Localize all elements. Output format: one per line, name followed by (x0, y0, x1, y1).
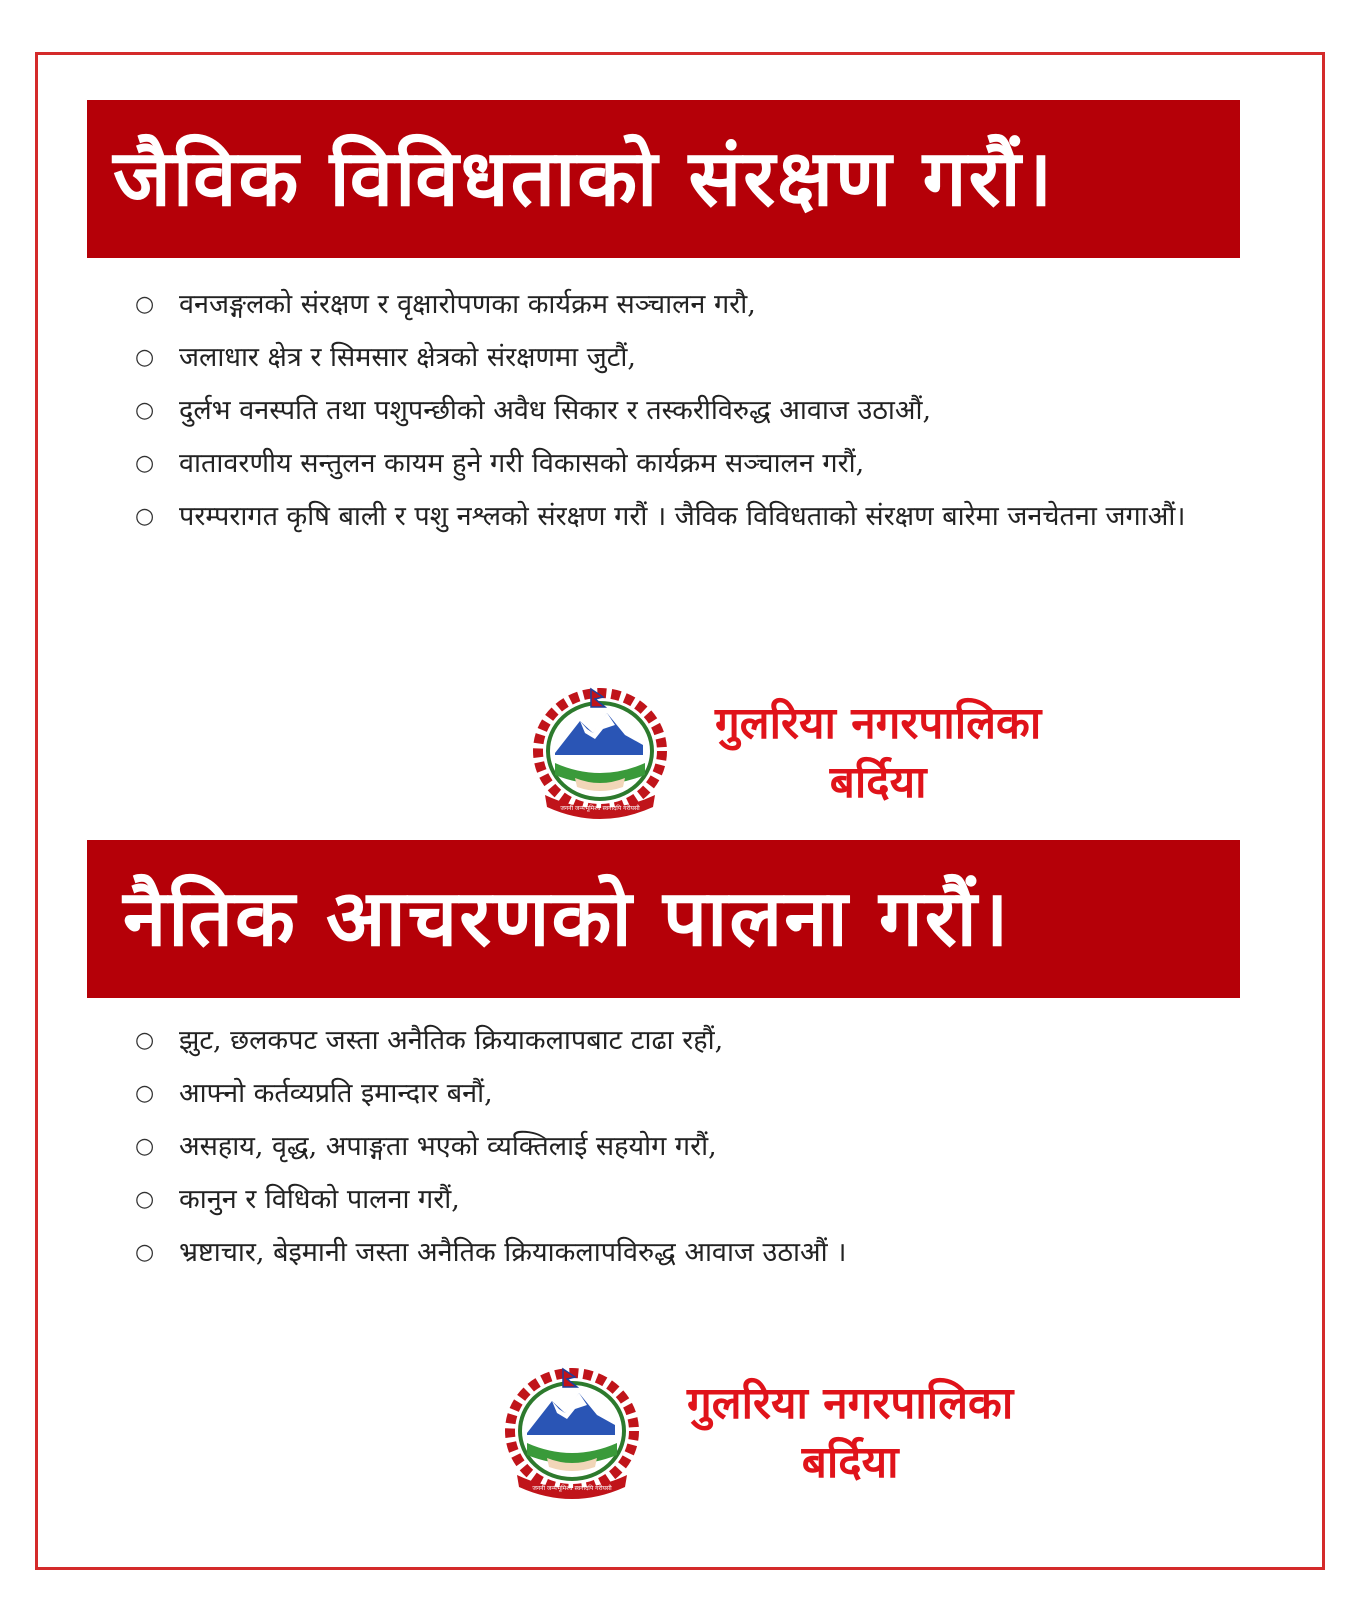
section2-list (135, 1014, 1195, 1279)
list-item: ○ असहाय, वृद्ध, अपाङ्गता भएको व्यक्तिलाई सहयोग गरौं, (135, 1120, 1195, 1173)
nepal-emblem-icon (525, 683, 675, 823)
bullet-icon: ○ (135, 1187, 155, 1212)
org-block-bottom (497, 1363, 1013, 1503)
section2-banner (87, 840, 1240, 998)
svg-text:जननी जन्मभूमिश्च स्वर्गादपि गर: जननी जन्मभूमिश्च स्वर्गादपि गरीयसी (532, 1485, 612, 1492)
org-district: बर्दिया (829, 757, 927, 808)
bullet-icon: ○ (135, 345, 155, 370)
org-name-block (687, 1374, 1013, 1492)
bullet-icon: ○ (135, 504, 155, 529)
svg-text:जननी जन्मभूमिश्च स्वर्गादपि गर: जननी जन्मभूमिश्च स्वर्गादपि गरीयसी (560, 805, 640, 812)
bullet-icon: ○ (135, 1081, 155, 1106)
bullet-icon: ○ (135, 1134, 155, 1159)
list-item: ○ वातावरणीय सन्तुलन कायम हुने गरी विकासको कार्यक्रम सञ्चालन गरौं, (135, 437, 869, 490)
list-item: ○ आफ्नो कर्तव्यप्रति इमान्दार बनौं, (135, 1067, 1195, 1120)
org-name-block (715, 694, 1041, 812)
bullet-icon: ○ (135, 1028, 155, 1053)
section1-list (135, 278, 1195, 543)
list-item: ○ दुर्लभ वनस्पति तथा पशुपन्छीको अवैध सिकार र तस्करीविरुद्ध आवाज उठाऔं, (135, 384, 1009, 437)
bullet-icon: ○ (135, 451, 155, 476)
org-name: गुलरिया नगरपालिका (687, 1378, 1014, 1429)
org-name: गुलरिया नगरपालिका (715, 698, 1042, 749)
list-item: ○ वनजङ्गलको संरक्षण र वृक्षारोपणका कार्यक्रम सञ्चालन गरौ, (135, 278, 1195, 331)
bullet-icon: ○ (135, 292, 155, 317)
list-item: ○ भ्रष्टाचार, बेइमानी जस्ता अनैतिक क्रियाकलापविरुद्ध आवाज उठाऔं । (135, 1226, 1195, 1279)
list-item: ○ कानुन र विधिको पालना गरौं, (135, 1173, 1195, 1226)
section1-banner (87, 100, 1240, 258)
bullet-icon: ○ (135, 398, 155, 423)
list-item: ○ परम्परागत कृषि बाली र पशु नश्लको संरक्षण गरौं । जैविक विविधताको संरक्षण बारेमा जनचेतना जगाऔं। (135, 490, 1195, 543)
section2-heading: नैतिक आचरणको पालना गरौं। (123, 874, 1011, 964)
bullet-icon: ○ (135, 1240, 155, 1265)
org-district: बर्दिया (801, 1437, 899, 1488)
list-item: ○ झुट, छलकपट जस्ता अनैतिक क्रियाकलापबाट टाढा रहौं, (135, 1014, 1195, 1067)
nepal-emblem-icon (497, 1363, 647, 1503)
org-block-top (525, 683, 1041, 823)
section1-heading: जैविक विविधताको संरक्षण गरौं। (113, 134, 1055, 224)
list-item: ○ जलाधार क्षेत्र र सिमसार क्षेत्रको संरक्षणमा जुटौं, (135, 331, 1195, 384)
